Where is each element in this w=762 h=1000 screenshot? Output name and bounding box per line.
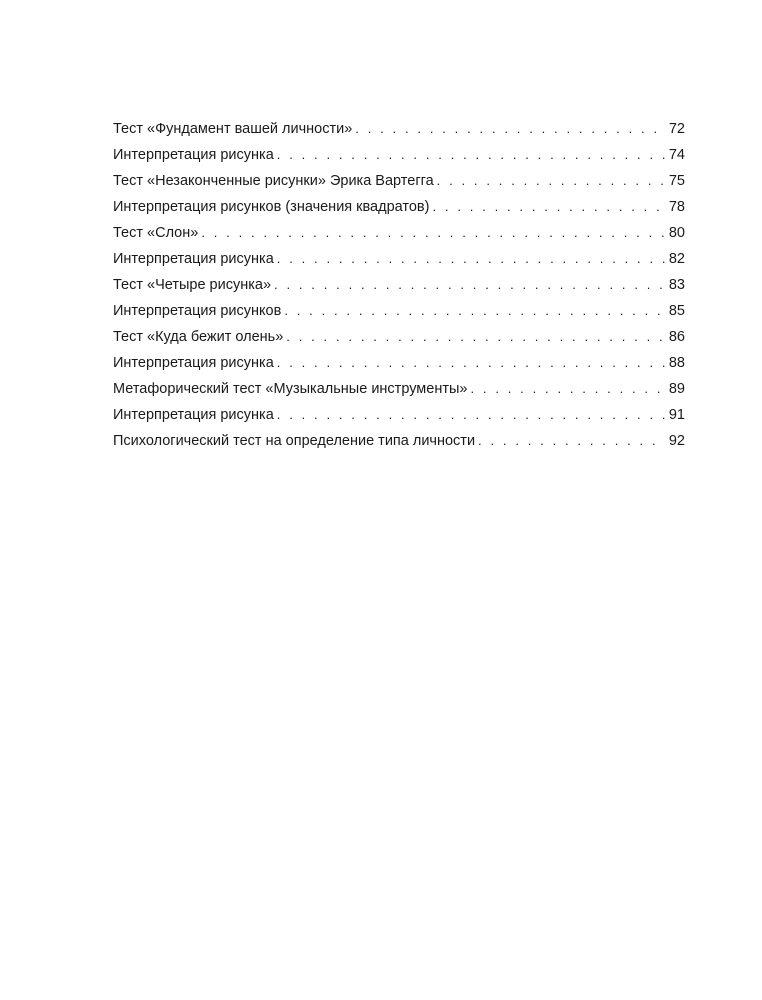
toc-entry-title: Интерпретация рисунков: [113, 303, 282, 319]
dot-leader: [274, 272, 665, 298]
toc-entry-page: 88: [668, 355, 685, 371]
dot-leader: [277, 350, 665, 376]
toc-entry[interactable]: [113, 428, 685, 454]
toc-entry-title: Тест «Куда бежит олень»: [113, 329, 284, 345]
toc-entry[interactable]: [113, 324, 685, 350]
toc-entry-title: Тест «Четыре рисунка»: [113, 277, 272, 293]
toc-entry[interactable]: [113, 142, 685, 168]
dot-leader: [355, 116, 665, 142]
dot-leader: [277, 142, 665, 168]
toc-entry-page: 80: [668, 225, 685, 241]
dot-leader: [478, 428, 665, 454]
toc-entry[interactable]: [113, 220, 685, 246]
toc-entry-page: 85: [668, 303, 685, 319]
toc-entry-title: Тест «Слон»: [113, 225, 199, 241]
toc-entry-title: Интерпретация рисунка: [113, 355, 274, 371]
toc-entry-title: Метафорический тест «Музыкальные инструменты»: [113, 381, 468, 397]
toc-entry[interactable]: [113, 116, 685, 142]
toc-entry-page: 92: [668, 433, 685, 449]
toc-entry[interactable]: [113, 272, 685, 298]
toc-entry-page: 82: [668, 251, 685, 267]
toc-entry-page: 74: [668, 147, 685, 163]
toc-entry-page: 83: [668, 277, 685, 293]
toc-entry-title: Интерпретация рисунка: [113, 147, 274, 163]
toc-entry-page: 75: [668, 173, 685, 189]
toc-entry[interactable]: [113, 402, 685, 428]
toc-entry[interactable]: [113, 246, 685, 272]
toc-entry-page: 78: [668, 199, 685, 215]
toc-entry[interactable]: [113, 376, 685, 402]
dot-leader: [437, 168, 665, 194]
dot-leader: [284, 298, 665, 324]
toc-entry[interactable]: [113, 194, 685, 220]
dot-leader: [277, 246, 665, 272]
dot-leader: [277, 402, 665, 428]
toc-entry-title: Интерпретация рисунка: [113, 251, 274, 267]
toc-entry-title: Тест «Фундамент вашей личности»: [113, 121, 353, 137]
toc-entry[interactable]: [113, 350, 685, 376]
toc-entry-page: 91: [668, 407, 685, 423]
dot-leader: [432, 194, 665, 220]
toc-entry-title: Интерпретация рисунка: [113, 407, 274, 423]
toc-entry-title: Психологический тест на определение типа личности: [113, 433, 476, 449]
dot-leader: [286, 324, 665, 350]
toc-entry-page: 89: [668, 381, 685, 397]
dot-leader: [470, 376, 665, 402]
toc-entry-page: 72: [668, 121, 685, 137]
toc-entry[interactable]: [113, 168, 685, 194]
toc-entry[interactable]: [113, 298, 685, 324]
toc-entry-title: Интерпретация рисунков (значения квадратов): [113, 199, 430, 215]
toc-entry-page: 86: [668, 329, 685, 345]
dot-leader: [201, 220, 665, 246]
table-of-contents: [113, 116, 685, 454]
toc-entry-title: Тест «Незаконченные рисунки» Эрика Вартегга: [113, 173, 434, 189]
